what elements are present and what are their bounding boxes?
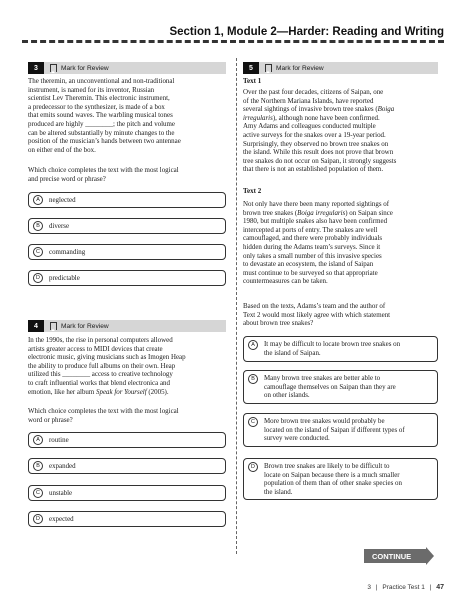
passage-line: must continue to be surveyed so that appropriate — [243, 268, 378, 277]
option-line: More brown tree snakes would probably be — [264, 417, 385, 425]
option-line: camouflage themselves on Saipan than they are — [264, 382, 396, 391]
passage-line: intercepted at ports of entry. The snakes are well — [243, 225, 378, 234]
option-letter: A — [33, 195, 43, 205]
passage-line: The theremin, an unconventional and non-traditional — [28, 77, 175, 85]
q5-prompt — [243, 302, 390, 328]
passage-line: that emits sound waves. The warbling musical tones — [28, 111, 173, 120]
option-letter: B — [33, 461, 43, 471]
option-text — [264, 417, 405, 443]
passage-line: Amy Adams and colleagues conducted multiple — [243, 122, 376, 131]
prompt-line: Text 2 would most likely agree with which statement — [243, 310, 391, 319]
q5-number: 5 — [243, 62, 259, 74]
q4-passage — [28, 336, 186, 396]
option-text: unstable — [49, 488, 73, 497]
passage-line: utilized this ________ access to creative technology — [28, 370, 173, 379]
option-text — [264, 374, 396, 400]
q3-prompt — [28, 166, 179, 183]
footer-test-name: Practice Test 1 — [382, 584, 425, 591]
footer-separator: | — [429, 584, 432, 591]
q5-header — [243, 62, 438, 74]
passage-line: countermeasures can be taken. — [243, 277, 328, 286]
q5-option-b[interactable] — [243, 370, 438, 404]
prompt-line: about brown tree snakes? — [243, 319, 314, 328]
option-line: the island of Saipan. — [264, 348, 321, 357]
passage-line: Surprisingly, they observed no brown tree snakes on — [243, 139, 389, 148]
option-line: Brown tree snakes are likely to be difficult to — [264, 462, 390, 470]
passage-line: irregularis), although none have been confirmed. — [243, 113, 380, 122]
passage-line: that there is not an established population of them. — [243, 165, 384, 174]
option-text: expanded — [49, 461, 76, 470]
q4-option-b[interactable] — [28, 458, 226, 474]
italic-term: Boiga irregularis — [297, 208, 346, 217]
page-title: Section 1, Module 2—Harder: Reading and Writing — [169, 26, 444, 38]
passage-line: on either end of the box. — [28, 145, 96, 154]
option-letter: C — [33, 247, 43, 257]
q3-header — [28, 62, 226, 74]
q5-option-d[interactable] — [243, 458, 438, 500]
option-text: commanding — [49, 247, 86, 256]
passage-line: Over the past four decades, citizens of Saipan, one — [243, 88, 384, 96]
bookmark-icon[interactable] — [50, 322, 57, 330]
prompt-line: word or phrase? — [28, 415, 73, 424]
passage-line: a predecessor to the synthesizer, is made of a box — [28, 102, 165, 111]
q3-option-c[interactable] — [28, 244, 226, 260]
page-footer — [367, 584, 444, 591]
q4-option-d[interactable] — [28, 511, 226, 527]
option-letter: B — [33, 221, 43, 231]
option-letter: C — [248, 417, 258, 427]
option-letter: A — [248, 340, 258, 350]
q3-option-b[interactable] — [28, 218, 226, 234]
option-line: survey were conducted. — [264, 434, 330, 443]
option-text: predictable — [49, 273, 80, 282]
option-line: Many brown tree snakes are better able to — [264, 374, 381, 382]
option-line: the island. — [264, 487, 293, 496]
option-letter: D — [33, 514, 43, 524]
passage-line: active surveys for the snakes over a 19-year period. — [243, 130, 386, 139]
option-text: neglected — [49, 195, 76, 204]
passage-line: hidden during the Adams team’s surveys. Since it — [243, 242, 381, 251]
option-line: population of them than of other snake species on — [264, 479, 402, 488]
q4-option-c[interactable] — [28, 485, 226, 501]
option-letter: A — [33, 435, 43, 445]
passage-line: emotion, like her album Speak for Yourself (2005). — [28, 387, 169, 396]
option-letter: D — [248, 462, 258, 472]
passage-line: the island. While this result does not prove that brown — [243, 148, 394, 157]
q4-header — [28, 320, 226, 332]
q3-passage — [28, 77, 181, 154]
q5-text1 — [243, 88, 396, 174]
prompt-line: Which choice completes the text with the most logical — [28, 407, 179, 415]
italic-term: Boiga — [377, 105, 395, 114]
option-letter: C — [33, 488, 43, 498]
mark-for-review-label[interactable]: Mark for Review — [61, 322, 109, 330]
q5-text2 — [243, 200, 393, 286]
q3-option-a[interactable] — [28, 192, 226, 208]
text2-label: Text 2 — [243, 187, 262, 195]
option-line: It may be difficult to locate brown tree snakes on — [264, 340, 401, 348]
passage-line: several sightings of invasive brown tree snakes (Boiga — [243, 105, 395, 114]
italic-term: Speak for Yourself — [96, 387, 147, 396]
passage-line: the ability to produce full albums on their own. Heap — [28, 361, 176, 370]
option-text — [264, 462, 402, 496]
prompt-line: Which choice completes the text with the most logical — [28, 166, 179, 174]
passage-line: artists greater access to MIDI devices that create — [28, 344, 163, 353]
italic-term: irregularis — [243, 113, 273, 122]
q5-option-c[interactable] — [243, 413, 438, 447]
option-letter: D — [33, 273, 43, 283]
passage-line: to devastate an ecosystem, the island of Saipan — [243, 260, 374, 269]
passage-line: only takes a small number of this invasive species — [243, 251, 382, 260]
q4-number: 4 — [28, 320, 44, 332]
option-line: locate on Saipan because there is a much smaller — [264, 470, 400, 479]
option-text — [264, 340, 400, 357]
q3-option-d[interactable] — [28, 270, 226, 286]
passage-line: In the 1990s, the rise in personal computers allowed — [28, 336, 173, 344]
passage-line: Not only have there been many reported sightings of — [243, 200, 390, 208]
mark-for-review-label[interactable]: Mark for Review — [276, 64, 324, 72]
column-divider — [236, 58, 237, 554]
passage-line: instrument, is named for its inventor, Russian — [28, 85, 155, 94]
text1-label: Text 1 — [243, 77, 262, 85]
continue-button[interactable]: CONTINUE — [364, 549, 426, 563]
footer-section: 3 — [367, 584, 372, 591]
q3-number: 3 — [28, 62, 44, 74]
option-text: diverse — [49, 221, 70, 230]
header-divider — [22, 40, 444, 43]
bookmark-icon[interactable] — [50, 64, 57, 72]
passage-line: camouflaged, and there were probably individuals — [243, 234, 383, 243]
passage-line: scientist Lev Theremin. This electronic instrument, — [28, 94, 170, 103]
option-text: expected — [49, 514, 74, 523]
passage-line: produced are highly ________; the pitch and volume — [28, 119, 176, 128]
q5-option-a[interactable] — [243, 336, 438, 362]
option-line: on other islands. — [264, 391, 310, 400]
prompt-line: Based on the texts, Adams’s team and the author of — [243, 302, 386, 310]
option-line: located on the island of Saipan if different types of — [264, 425, 405, 434]
passage-line: can be altered substantially by minute changes to the — [28, 128, 175, 137]
mark-for-review-label[interactable]: Mark for Review — [61, 64, 109, 72]
option-letter: B — [248, 374, 258, 384]
footer-separator: | — [375, 584, 378, 591]
passage-line: of the Northern Mariana Islands, have reported — [243, 96, 374, 105]
passage-line: to craft influential works that blend electronica and — [28, 378, 170, 387]
q4-option-a[interactable] — [28, 432, 226, 448]
prompt-line: and precise word or phrase? — [28, 174, 106, 183]
passage-line: tree snakes do not occur on Saipan, it strongly suggests — [243, 156, 397, 165]
q4-prompt — [28, 407, 179, 424]
passage-line: 1980, but multiple snakes also have been confirmed — [243, 217, 388, 226]
option-text: routine — [49, 435, 69, 444]
bookmark-icon[interactable] — [265, 64, 272, 72]
passage-line: position of the musician’s hands between two antennae — [28, 137, 181, 146]
passage-line: brown tree snakes (Boiga irregularis) on Saipan since — [243, 208, 393, 217]
passage-line: electronic music, giving musicians such as Imogen Heap — [28, 353, 186, 362]
page-number: 47 — [436, 584, 444, 591]
